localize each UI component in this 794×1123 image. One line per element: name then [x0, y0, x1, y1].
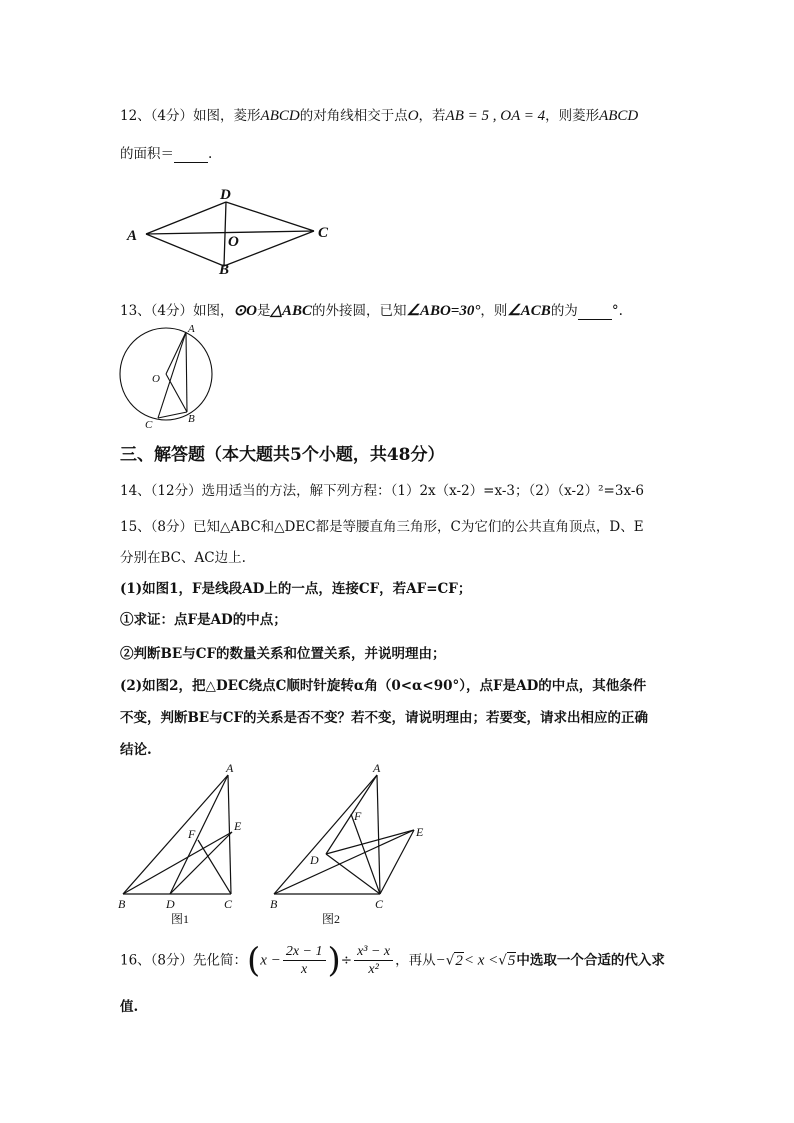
q12-text: 的面积＝: [120, 146, 174, 162]
q15-line1: 15、（8分）已知△ABC和△DEC都是等腰直角三角形，C为它们的公共直角顶点，D、E: [120, 519, 644, 535]
fig1-label-a: A: [226, 761, 234, 775]
fraction-1: [283, 943, 326, 978]
q12-point-o: O: [407, 108, 419, 124]
q15-line6: (2)如图2，把△DEC绕点C顺时针旋转α角（0<α<90°），点F是AD的中点，其他条件: [120, 678, 647, 694]
label-b: B: [188, 413, 195, 425]
side-ab: [186, 332, 187, 412]
fig2-segment-ec: [380, 830, 414, 894]
rhombus-figure: [120, 184, 340, 279]
q12-line1: [120, 107, 638, 125]
right-paren: ): [327, 940, 341, 981]
side-ac: [158, 332, 186, 418]
fig2-label-d: D: [310, 853, 319, 867]
fig2-label-a: A: [373, 761, 381, 775]
section-title: 三、解答题（本大题共5个小题，共48分）: [120, 445, 445, 465]
q15-line5: ②判断BE与CF的数量关系和位置关系，并说明理由；: [120, 646, 446, 662]
q16-text: ，再从: [395, 952, 436, 969]
q16-line1: [120, 940, 665, 982]
q13-text: 的为: [550, 303, 578, 319]
side-dc: [226, 202, 314, 231]
fig1-label-c: C: [224, 897, 233, 911]
q13-line: [120, 302, 623, 320]
left-paren: (: [247, 940, 261, 981]
fig1-side-ab: [123, 775, 228, 894]
q12-line2: [120, 145, 212, 163]
q16-text: 16、（8分）先化简：: [120, 952, 248, 969]
sqrt-2: √2: [445, 952, 463, 969]
label-a: A: [127, 228, 138, 244]
answer-blank: [578, 305, 612, 320]
fig1-label-b: B: [118, 897, 126, 911]
label-o: O: [228, 234, 239, 250]
fraction-1-numerator: 2x − 1: [283, 943, 326, 961]
fig1-label-e: E: [234, 819, 242, 833]
q12-abcd: ABCD: [599, 108, 639, 124]
side-ad: [146, 202, 226, 234]
fraction-2: [354, 943, 393, 978]
fig2-label-b: B: [270, 897, 278, 911]
q15-line4: ①求证：点F是AD的中点；: [120, 612, 287, 628]
q15-figures: [114, 760, 434, 930]
fig2-side-ab: [274, 775, 377, 894]
fraction-2-denominator: x²: [368, 962, 379, 977]
q13-text: °.: [611, 303, 623, 319]
fig1-segment-cf: [198, 840, 231, 894]
diagonal-bd: [224, 202, 226, 266]
q13-text: 是: [256, 303, 271, 319]
q15-line3: (1)如图1，F是线段AD上的一点，连接CF，若AF=CF；: [120, 581, 472, 597]
q13-triangle: △ABC: [270, 303, 312, 319]
q15-line7: 不变，判断BE与CF的关系是否不变？若不变，请说明理由；若要变，请求出相应的正确: [120, 710, 649, 726]
q13-circle: ⊙O: [233, 303, 257, 319]
q12-text: ，则菱形: [545, 108, 600, 124]
q13-text: 的外接圆，已知: [312, 303, 407, 319]
label-b: B: [219, 262, 230, 278]
q12-text: 的对角线相交于点: [299, 108, 408, 124]
fig2-segment-be: [274, 830, 414, 894]
fig1-segment-be: [123, 832, 232, 894]
q15-line8: 结论.: [120, 742, 152, 758]
fig2-caption: 图2: [322, 912, 341, 926]
side-ba: [146, 234, 224, 266]
fig1-label-f: F: [188, 827, 196, 841]
figure-2: [274, 775, 414, 894]
q12-text: .: [208, 146, 213, 162]
label-d: D: [220, 187, 231, 203]
q16-text: 中选取一个合适的代入求: [516, 952, 665, 969]
q13-angle-acb: ∠ACB: [507, 303, 551, 319]
q16-inequality: < x <: [463, 952, 499, 969]
label-a: A: [188, 323, 195, 335]
fraction-1-denominator: x: [301, 962, 308, 977]
circumcircle-figure: [114, 322, 224, 432]
radius-ob: [166, 374, 187, 412]
answer-blank: [174, 148, 208, 163]
fig2-label-f: F: [354, 809, 362, 823]
q13-angle-abo: ∠ABO=30°: [406, 303, 481, 319]
fig2-label-e: E: [416, 825, 424, 839]
sqrt-5-radicand: 5: [507, 952, 516, 969]
label-o: O: [152, 373, 160, 385]
fig2-side-ac: [377, 775, 380, 894]
q12-text: ，若: [418, 108, 446, 124]
q16-line2: 值.: [120, 999, 139, 1015]
q16-term-x: x −: [260, 952, 281, 969]
q12-abcd: ABCD: [260, 108, 300, 124]
fig2-label-c: C: [375, 897, 384, 911]
q12-text: 12、（4分）如图，菱形: [120, 108, 261, 124]
fig1-segment-ad: [170, 775, 228, 894]
q12-condition: AB = 5 , OA = 4: [445, 108, 546, 124]
minus-sign: −: [435, 952, 446, 969]
fig1-segment-de: [170, 832, 232, 894]
label-c: C: [145, 419, 153, 431]
sqrt-5: √5: [498, 952, 516, 969]
radius-oa: [166, 332, 186, 374]
q15-line2: 分别在BC、AC边上.: [120, 550, 246, 566]
q14-line: 14、（12分）选用适当的方法，解下列方程：（1）2x（x-2）=x-3；（2）（x-2）²=3x-6: [120, 483, 644, 499]
fig2-segment-dc: [326, 854, 380, 894]
sqrt-2-radicand: 2: [455, 952, 463, 969]
fig1-label-d: D: [166, 897, 175, 911]
q13-text: ，则: [480, 303, 508, 319]
fig2-segment-cf: [351, 814, 380, 894]
fig1-caption: 图1: [171, 912, 190, 926]
divide-sign: ÷: [340, 952, 353, 969]
figure-1: [123, 775, 232, 894]
fraction-2-numerator: x³ − x: [354, 943, 393, 961]
label-c: C: [318, 225, 329, 241]
q13-text: 13、（4分）如图，: [120, 303, 234, 319]
